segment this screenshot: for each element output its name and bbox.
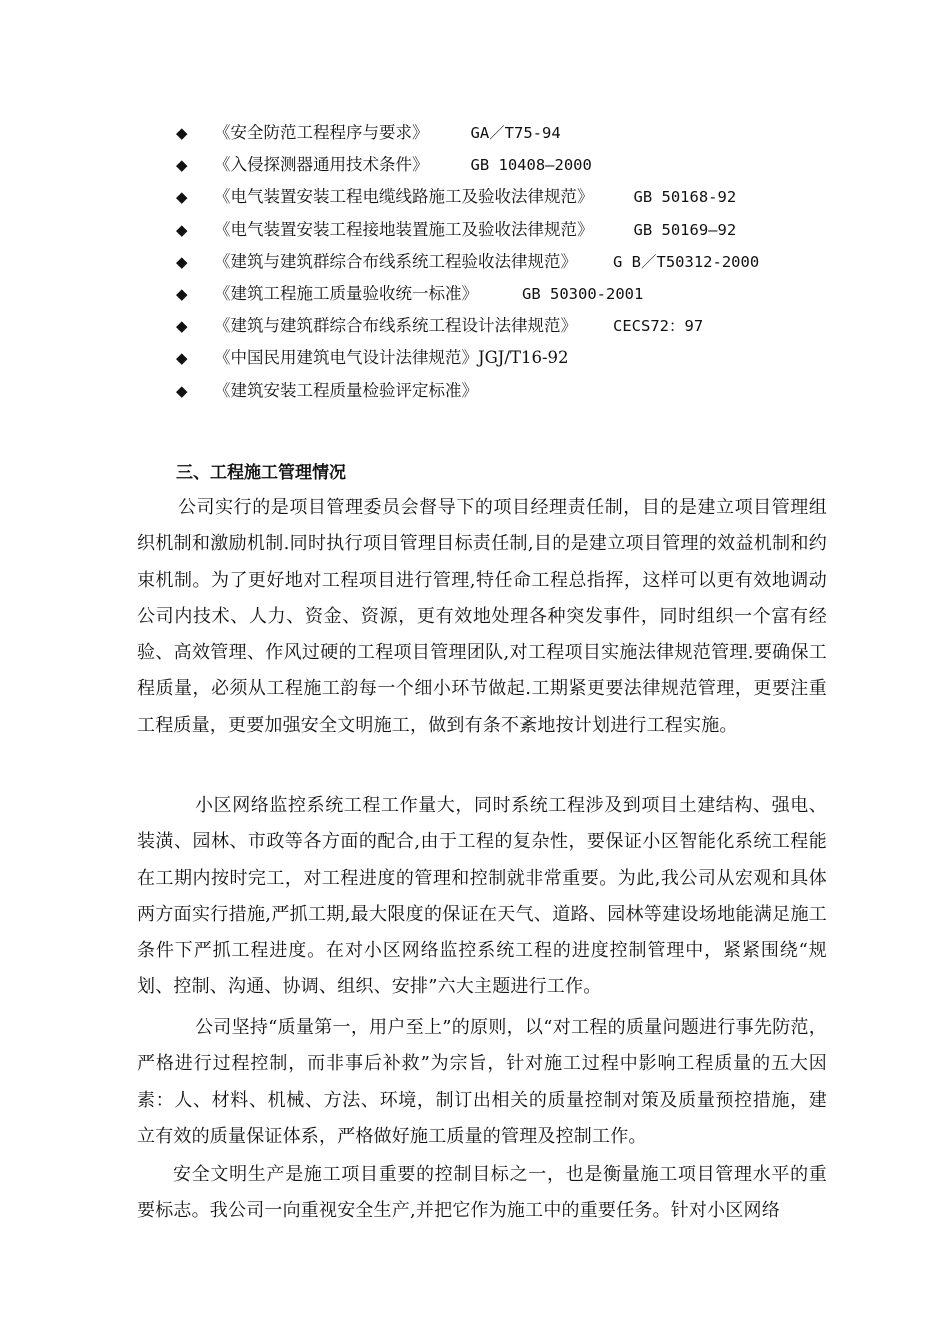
standard-title: 《建筑安装工程质量检验评定标准》 [214,380,478,400]
diamond-bullet-icon: ◆ [176,220,188,239]
standard-item [176,310,759,342]
diamond-bullet-icon: ◆ [176,349,188,368]
standard-item [176,181,759,213]
standard-item [176,246,759,278]
standard-code: GB 50300-2001 [522,284,644,303]
standard-title: 《建筑与建筑群综合布线系统工程验收法律规范》 [214,251,577,271]
standard-item [176,214,759,246]
standard-code: GB 50168-92 [633,188,737,207]
standard-title: 《建筑与建筑群综合布线系统工程设计法律规范》 [214,316,577,336]
paragraph-schedule-control: 小区网络监控系统工程工作量大，同时系统工程涉及到项目土建结构、强电、装潢、园林、市政等各方面的配合,由于工程的复杂性，要保证小区智能化系统工程能在工期内按时完工，对工程进度的管理和控制就非常重要。为此,我公司从宏观和具体两方面实行措施,严抓工期,最大限度的保证在天气、道路、园林等建设场地能满足施工条件下严抓工程进度。在对小区网络监控系统工程的进度控制管理中，紧紧围绕“规划、控制、沟通、协调、组织、安排”六大主题进行工作。 [137,795,827,998]
standard-title: 《电气装置安装工程电缆线路施工及验收法律规范》 [214,187,594,207]
standard-title: 《建筑工程施工质量验收统一标准》 [214,283,478,303]
standard-item [176,342,759,374]
standard-code: GA／T75-94 [470,124,561,142]
section-heading: 三、工程施工管理情况 [176,463,346,483]
diamond-bullet-icon: ◆ [176,284,188,303]
standard-item [176,149,759,181]
standard-code: CECS72：97 [613,317,704,336]
standard-item [176,375,759,407]
standard-item [176,278,759,310]
standard-title: 《中国民用建筑电气设计法律规范》JGJ/T16-92 [214,348,569,368]
diamond-bullet-icon: ◆ [176,188,188,207]
diamond-bullet-icon: ◆ [176,156,188,175]
standard-title: 《安全防范工程程序与要求》 [214,123,429,142]
standard-code: GB 10408—2000 [470,156,592,175]
diamond-bullet-icon: ◆ [176,252,188,271]
diamond-bullet-icon: ◆ [176,381,188,400]
standard-code: GB 50169—92 [633,220,737,239]
diamond-bullet-icon: ◆ [176,124,188,142]
paragraph-project-management: 公司实行的是项目管理委员会督导下的项目经理责任制，目的是建立项目管理组织机制和激励机制.同时执行项目管理目标责任制,目的是建立项目管理的效益机制和约束机制。为了更好地对工程项目进行管理,特任命工程总指挥，这样可以更有效地调动公司内技术、人力、资金、资源，更有效地处理各种突发事件，同时组织一个富有经验、高效管理、作风过硬的工程项目管理团队,对工程项目实施法律规范管理.要确保工程质量，必须从工程施工韵每一个细小环节做起.工期紧更要法律规范管理，更要注重工程质量，更要加强安全文明施工，做到有条不紊地按计划进行工程实施。 [137,497,827,736]
standard-title: 《电气装置安装工程接地装置施工及验收法律规范》 [214,219,594,239]
paragraph-quality-control: 公司坚持“质量第一，用户至上”的原则，以“对工程的质量问题进行事先防范，严格进行过程控制，而非事后补救”为宗旨，针对施工过程中影响工程质量的五大因素：人、材料、机械、方法、环境，制订出相关的质量控制对策及质量预控措施，建立有效的质量保证体系，严格做好施工质量的管理及控制工作。 [137,1017,827,1147]
standards-list [176,117,759,407]
standard-item [176,117,759,149]
paragraph-safety: 安全文明生产是施工项目重要的控制目标之一，也是衡量施工项目管理水平的重要标志。我公司一向重视安全生产,并把它作为施工中的重要任务。针对小区网络 [137,1164,827,1222]
standard-code: G B／T50312-2000 [613,252,760,271]
standard-title: 《入侵探测器通用技术条件》 [214,155,429,175]
diamond-bullet-icon: ◆ [176,317,188,336]
